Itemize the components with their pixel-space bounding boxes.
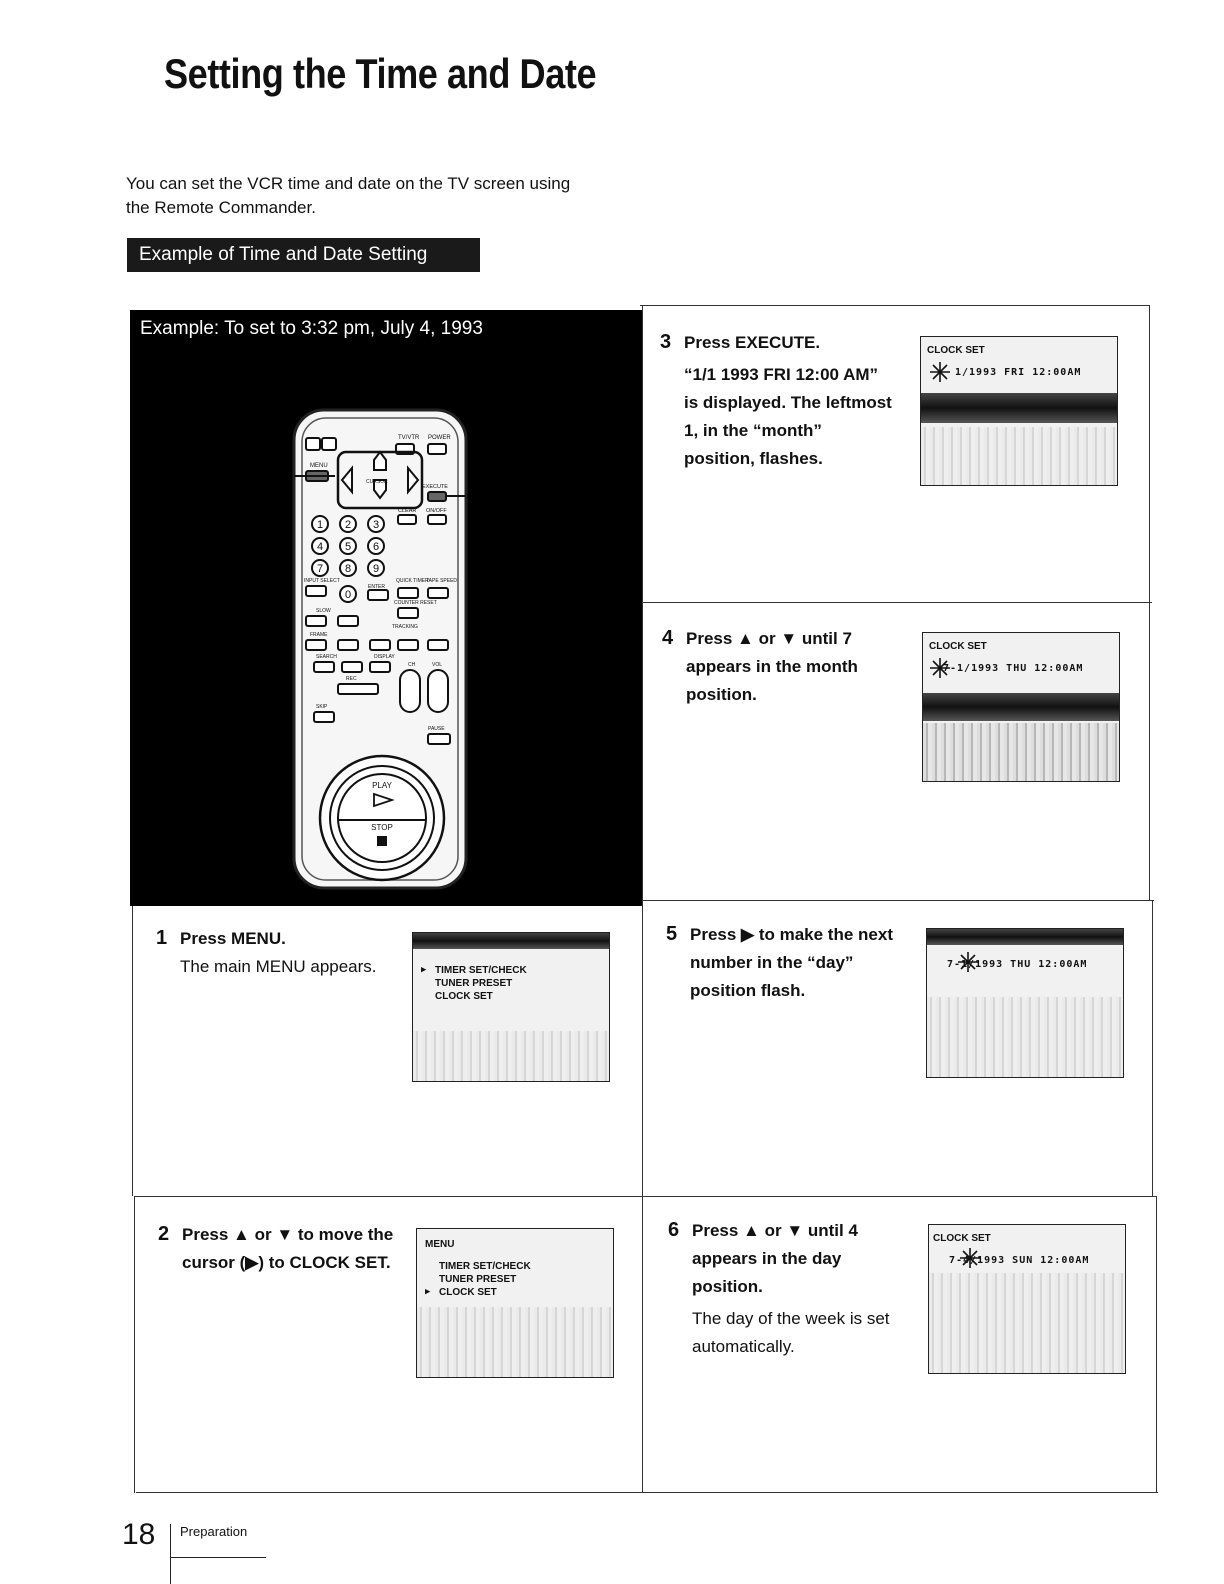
- tv-screen-clock-step6: [928, 1224, 1126, 1374]
- step-3-line3: 1, in the “month”: [684, 421, 822, 440]
- remote-tv-vtr-label: TV/VTR: [398, 435, 420, 441]
- menu-title: MENU: [425, 1239, 455, 1250]
- step-6-line3: position.: [692, 1277, 763, 1296]
- step-4-line1: Press ▲ or ▼ until 7: [686, 629, 852, 648]
- digit-8: 8: [344, 563, 352, 575]
- step-1-title: Press MENU.: [180, 929, 286, 948]
- step-3: [660, 328, 892, 473]
- remote-cursor-label: CURSOR: [366, 479, 388, 485]
- remote-onoff-label: ON/OFF: [426, 508, 447, 514]
- tv-screen-clock-step4: [922, 632, 1120, 782]
- remote-menu-label: MENU: [310, 463, 328, 469]
- page-title: Setting the Time and Date: [164, 50, 597, 97]
- remote-enter-label: ENTER: [368, 584, 385, 590]
- remote-pause-label: PAUSE: [428, 726, 445, 732]
- step-3-line1: “1/1 1993 FRI 12:00 AM”: [684, 365, 879, 384]
- page-number: 18: [122, 1518, 156, 1551]
- remote-quick-timer-label: QUICK TIMER: [396, 578, 429, 584]
- intro-text: [126, 172, 646, 220]
- footer-underline: [170, 1557, 266, 1558]
- step-4-number: 4: [662, 627, 674, 649]
- clock-line-4: 7-1/1993 THU 12:00AM: [943, 663, 1084, 674]
- menu-item-timer: TIMER SET/CHECK: [435, 965, 527, 976]
- step-3-line4: position, flashes.: [684, 449, 823, 468]
- menu-item-tuner: TUNER PRESET: [435, 978, 513, 989]
- remote-rec-label: REC: [346, 676, 357, 682]
- digit-5: 5: [344, 541, 352, 553]
- step-6-body2: automatically.: [692, 1337, 795, 1356]
- clock-line-6: 7-4/1993 SUN 12:00AM: [949, 1255, 1090, 1266]
- remote-play-label: PLAY: [372, 781, 392, 790]
- remote-power-label: POWER: [428, 435, 451, 441]
- step-3-line2: is displayed. The leftmost: [684, 393, 892, 412]
- step-3-title: Press EXECUTE.: [684, 333, 821, 352]
- step-3-number: 3: [660, 331, 672, 353]
- step-6-line2: appears in the day: [692, 1249, 842, 1268]
- step-4: [662, 624, 858, 709]
- remote-tape-speed-label: TAPE SPEED: [426, 578, 458, 584]
- step-5-line2: number in the “day”: [690, 953, 854, 972]
- screen-cursor-icon-2: ▶: [425, 1287, 432, 1297]
- tv-screen-clock-step3: [920, 336, 1118, 486]
- section-name: Preparation: [180, 1524, 248, 1539]
- clock-set-label-3: CLOCK SET: [927, 345, 985, 356]
- menu-item-clock: CLOCK SET: [435, 991, 493, 1002]
- stop-icon: [377, 836, 387, 846]
- section-banner: Example of Time and Date Setting: [127, 238, 480, 272]
- remote-execute-label: EXECUTE: [422, 484, 448, 490]
- step-2-title-line2: cursor (▶) to CLOCK SET.: [182, 1253, 391, 1272]
- menu-item-clock-2: CLOCK SET: [439, 1287, 497, 1298]
- digit-9: 9: [372, 563, 380, 575]
- intro-line-2: the Remote Commander.: [126, 198, 316, 217]
- step-6-body1: The day of the week is set: [692, 1309, 890, 1328]
- step-1-number: 1: [156, 927, 168, 949]
- tv-screen-menu-cursor: [416, 1228, 614, 1378]
- step-5-number: 5: [666, 923, 678, 945]
- clock-set-label-6: CLOCK SET: [933, 1233, 991, 1244]
- footer-divider: [170, 1524, 171, 1584]
- screen-cursor-icon: ▶: [421, 965, 428, 975]
- remote-search-label: SEARCH: [316, 654, 337, 660]
- menu-item-tuner-2: TUNER PRESET: [439, 1274, 517, 1285]
- step-5: [666, 920, 893, 1005]
- step-4-line2: appears in the month: [686, 657, 858, 676]
- intro-line-1: You can set the VCR time and date on the TV screen using: [126, 174, 571, 193]
- step-5-line3: position flash.: [690, 981, 806, 1000]
- example-caption: Example: To set to 3:32 pm, July 4, 1993: [140, 318, 483, 339]
- remote-frame-label: FRAME: [310, 632, 328, 638]
- remote-input-select-label: INPUT SELECT: [304, 578, 340, 584]
- digit-2: 2: [344, 519, 352, 531]
- clock-line-5: 7-1/1993 THU 12:00AM: [947, 959, 1088, 970]
- menu-item-timer-2: TIMER SET/CHECK: [439, 1261, 531, 1272]
- remote-skip-label: SKIP: [316, 704, 328, 710]
- step-1: [156, 924, 377, 981]
- remote-stop-label: STOP: [371, 823, 393, 832]
- step-6-number: 6: [668, 1219, 680, 1241]
- step-2-title-line1: Press ▲ or ▼ to move the: [182, 1225, 394, 1244]
- remote-counter-reset-label: COUNTER RESET: [394, 600, 437, 606]
- clock-line-3: 1/1993 FRI 12:00AM: [955, 367, 1082, 378]
- step-6: [668, 1216, 890, 1361]
- example-panel: [130, 310, 642, 906]
- step-2: [158, 1220, 393, 1277]
- remote-tracking-label: TRACKING: [392, 624, 418, 630]
- tv-screen-clock-step5: [926, 928, 1124, 1078]
- digit-4: 4: [316, 541, 324, 553]
- step-2-number: 2: [158, 1223, 170, 1245]
- remote-display-label: DISPLAY: [374, 654, 395, 660]
- remote-clear-label: CLEAR: [398, 508, 417, 514]
- remote-ch-label: CH: [408, 662, 416, 668]
- digit-1: 1: [316, 519, 324, 531]
- remote-commander-illustration: [130, 310, 642, 906]
- remote-vol-label: VOL: [432, 662, 443, 668]
- flash-icon: [929, 361, 951, 383]
- step-4-line3: position.: [686, 685, 757, 704]
- execute-button: [428, 492, 446, 501]
- tv-screen-menu: [412, 932, 610, 1082]
- step-5-line1: Press ▶ to make the next: [690, 925, 893, 944]
- remote-slow-label: SLOW: [316, 608, 331, 614]
- digit-0: 0: [344, 589, 352, 601]
- digit-3: 3: [372, 519, 380, 531]
- step-6-line1: Press ▲ or ▼ until 4: [692, 1221, 858, 1240]
- digit-7: 7: [316, 563, 324, 575]
- digit-6: 6: [372, 541, 380, 553]
- clock-set-label-4: CLOCK SET: [929, 641, 987, 652]
- step-1-body: The main MENU appears.: [180, 957, 377, 976]
